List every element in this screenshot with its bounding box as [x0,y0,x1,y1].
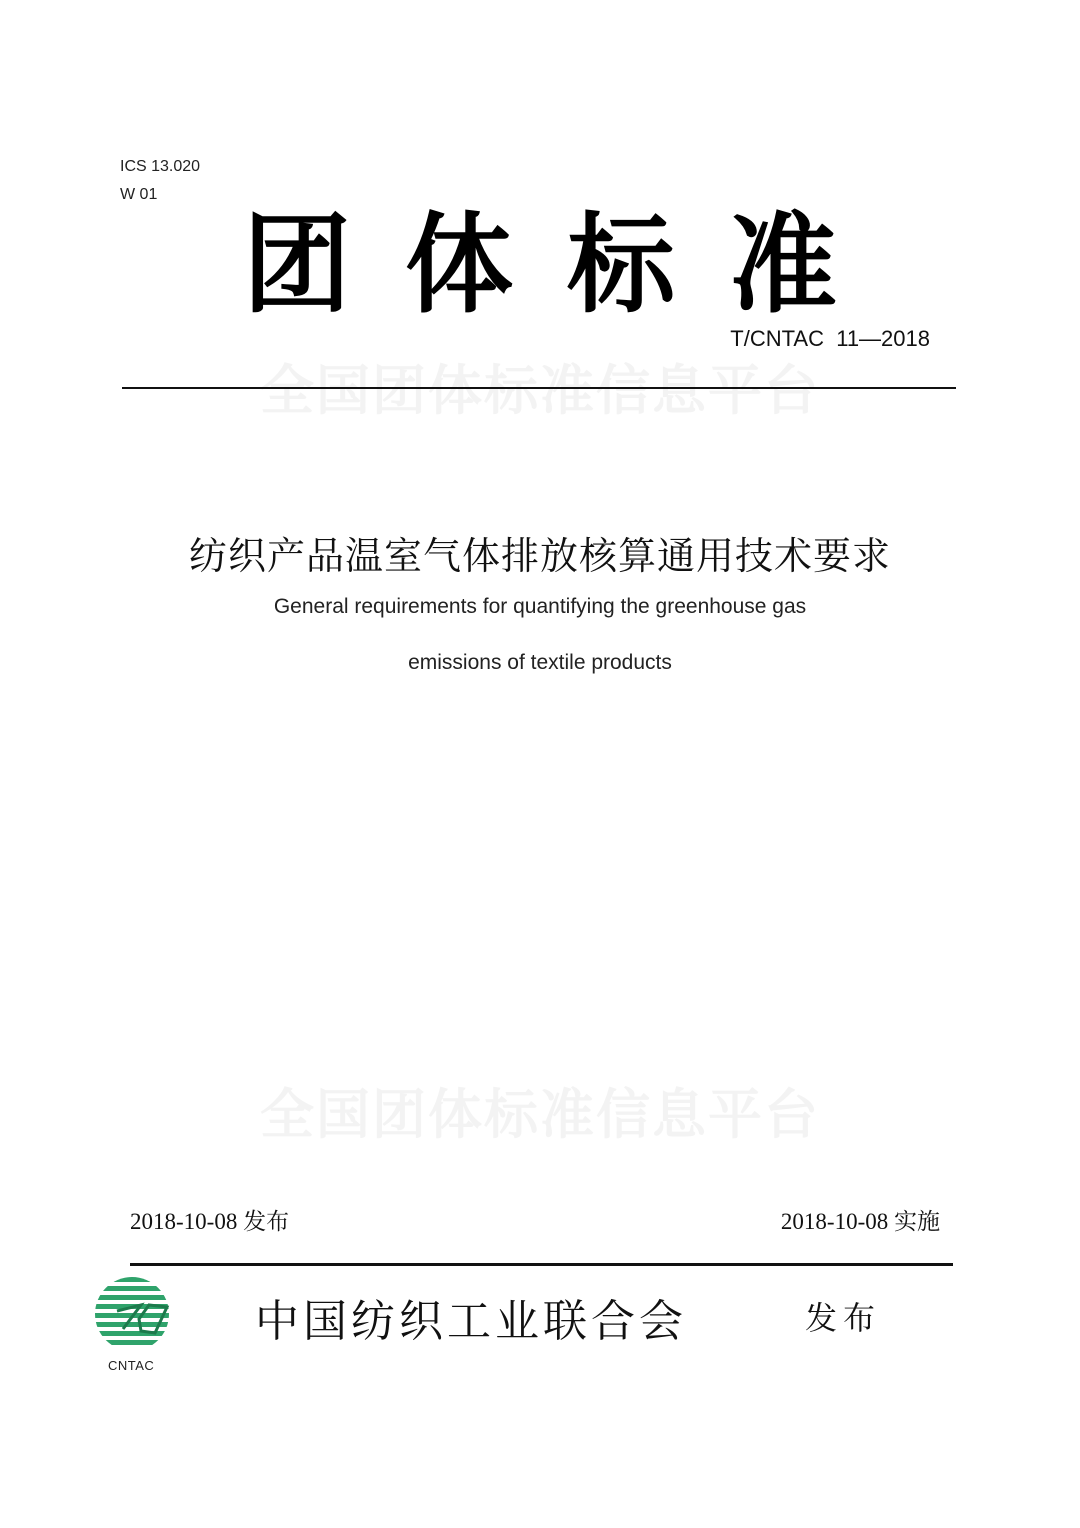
standard-number: T/CNTAC 11—2018 [730,326,930,351]
publisher-name: 中国纺织工业联合会 [255,1296,687,1347]
issue-date: 2018-10-08 发布 [130,1209,290,1234]
footer-divider [130,1263,953,1266]
english-title-line2: emissions of textile products [408,651,672,674]
publisher-suffix: 发布 [805,1299,882,1337]
watermark-bottom [0,1072,1080,1149]
header-divider [122,387,956,389]
english-title-line1: General requirements for quantifying the greenhouse gas [273,595,807,618]
ics-code: ICS 13.020 [120,158,201,175]
ics-classification [120,153,200,209]
chinese-title: 纺织产品温室气体排放核算通用技术要求 [188,536,891,578]
logo-text: CNTAC [108,1358,155,1373]
ccs-code: W 01 [120,186,158,203]
document-type-title: 团体标准 [242,202,891,328]
cntac-logo-icon [95,1275,173,1353]
cntac-logo [95,1275,173,1353]
implementation-date: 2018-10-08 实施 [780,1209,940,1234]
